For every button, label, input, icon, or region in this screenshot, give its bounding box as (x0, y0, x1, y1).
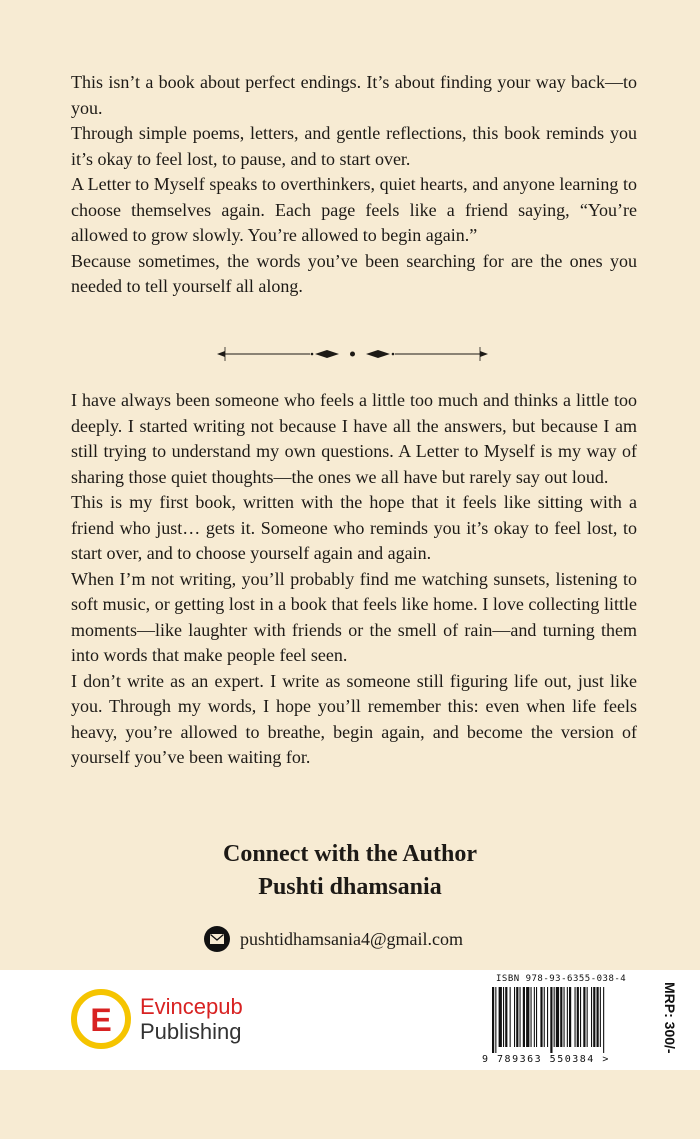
publisher-logo (70, 988, 243, 1050)
author-bio-section (71, 388, 637, 771)
isbn-label: ISBN 978-93-6355-038-4 (496, 974, 627, 984)
ornamental-divider (215, 343, 490, 365)
isbn-digits: 9 789363 550384 > (482, 1054, 610, 1065)
bio-paragraph: I have always been someone who feels a little too much and thinks a little too deeply. I started writing not because I have all the answers, but because I am still trying to understand my own questions. A Letter to Myself is my way of sharing those quiet thoughts—the ones we all have but rarely say out loud. (71, 390, 637, 487)
publisher-name-line1: Evincepub (140, 994, 243, 1019)
connect-section (0, 838, 700, 904)
email-row (204, 925, 463, 953)
barcode-bars (482, 987, 642, 1053)
svg-text:E: E (90, 1002, 112, 1038)
blurb-section (71, 70, 637, 300)
publisher-footer (0, 970, 700, 1070)
blurb-paragraph: This isn’t a book about perfect endings. It’s about finding your way back—to you. (71, 72, 637, 118)
publisher-logo-mark (70, 988, 132, 1050)
author-name: Pushti dhamsania (258, 874, 442, 900)
email-icon (204, 926, 230, 952)
blurb-paragraph: Through simple poems, letters, and gentle reflections, this book reminds you it’s okay to feel lost, to pause, and to start over. (71, 123, 637, 169)
blurb-paragraph: Because sometimes, the words you’ve been searching for are the ones you needed to tell yourself all along. (71, 250, 637, 296)
publisher-name-line2: Publishing (140, 1019, 242, 1044)
bio-paragraph: This is my first book, written with the hope that it feels like sitting with a friend who just… gets it. Someone who reminds you it’s okay to feel lost, to start over, and to choose yourself again and again. (71, 492, 637, 563)
blurb-paragraph: A Letter to Myself speaks to overthinkers, quiet hearts, and anyone learning to choose themselves again. Each page feels like a friend saying, “You’re allowed to grow slowly. You’re allowed to begin again.” (71, 174, 637, 245)
price-label: MRP: 300/- (662, 982, 678, 1054)
connect-heading: Connect with the Author (222, 841, 477, 867)
author-email[interactable]: pushtidhamsania4@gmail.com (240, 928, 464, 949)
bio-paragraph: I don’t write as an expert. I write as someone still figuring life out, just like you. Through my words, I hope you’ll remember this: even when life feels heavy, you’re allowed to breathe, begin again, and become the version of yourself you’ve been waiting for. (71, 670, 637, 767)
bio-paragraph: When I’m not writing, you’ll probably find me watching sunsets, listening to soft music, or getting lost in a book that feels like home. I love collecting little moments—like laughter with friends or the smell of rain—and turning them into words that make people feel seen. (71, 568, 637, 665)
isbn-barcode (478, 974, 646, 1066)
publisher-name (140, 994, 243, 1044)
